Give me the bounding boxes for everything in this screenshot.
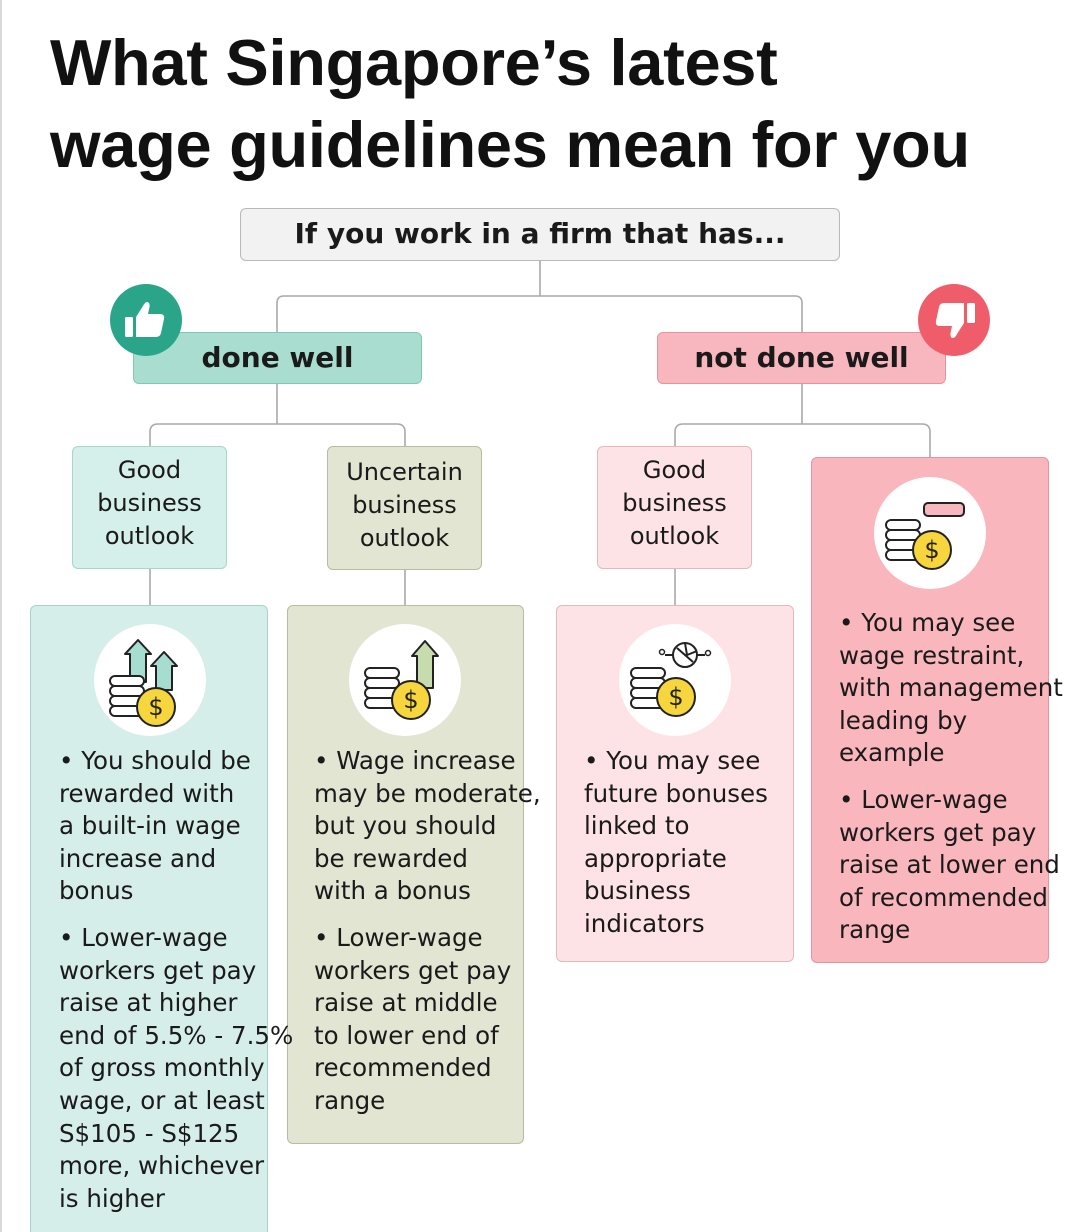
branch-done-well: done well [133,332,422,384]
text-line: range [314,1085,386,1115]
text-line: workers get pay [839,817,1037,847]
text-line: linked to [584,811,690,841]
coins-single-arrow-icon [349,624,461,736]
text-line: business [584,876,691,906]
bullet-point [584,745,768,941]
bullet-point [59,745,293,908]
outcome-text-1 [45,745,301,1215]
text-line: • You should be [59,746,251,775]
text-line: of gross monthly [59,1053,265,1083]
text-line: bonus [59,876,134,906]
sub-label-line: outlook [104,522,195,550]
text-line: increase and [59,843,217,873]
bullet-point [314,922,541,1118]
sub-label-line: business [352,491,457,519]
bullet-point [314,745,541,908]
sub-label-line: business [622,489,727,517]
text-line: S$105 - S$125 [59,1118,240,1148]
title-line-1: What Singapore’s latest [50,26,778,99]
svg-text:$: $ [924,536,940,564]
sub-box-good-outlook-not-done-well [597,446,752,569]
text-line: raise at higher [59,988,238,1018]
outcome-text-4 [825,607,1071,947]
title-line-2: wage guidelines mean for you [50,108,970,181]
svg-text:$: $ [148,693,164,721]
svg-text:$: $ [403,686,419,714]
sub-label-line: Good [117,456,182,484]
text-line: recommended [314,1053,492,1083]
text-line: • Lower-wage [839,784,1008,814]
bullet-point [59,922,293,1215]
text-line: of recommended [839,882,1048,912]
text-line: end of 5.5% - 7.5% [59,1020,294,1050]
text-line: with management [839,673,1063,703]
text-line: example [839,738,945,768]
branch-not-done-well: not done well [657,332,946,384]
text-line: • You may see [584,746,761,775]
text-line: workers get pay [59,955,257,985]
text-line: leading by [839,705,968,735]
bullet-point [839,784,1063,947]
text-line: raise at middle [314,988,498,1018]
sub-label-line: Good [642,456,707,484]
text-line: range [839,915,911,945]
coins-restraint-icon [874,477,986,589]
text-line: workers get pay [314,955,512,985]
text-line: be rewarded [314,843,468,873]
thumbs-down-icon [918,284,990,356]
text-line: • Wage increase [314,746,516,775]
thumbs-up-icon [110,284,182,356]
coins-target-icon [619,624,731,736]
text-line: raise at lower end [839,850,1060,880]
sub-box-good-outlook-done-well [72,446,227,569]
sub-label-line: Uncertain [346,458,463,486]
text-line: appropriate [584,843,727,873]
root-question-box: If you work in a firm that has... [240,208,840,261]
sub-label-line: business [97,489,202,517]
text-line: • You may see [839,608,1016,637]
outcome-text-2 [300,745,549,1118]
text-line: rewarded with [59,778,235,808]
sub-label-line: outlook [629,522,720,550]
text-line: with a bonus [314,876,471,906]
sub-label-line: outlook [359,524,450,552]
text-line: • Lower-wage [314,922,483,952]
text-line: wage restraint, [839,640,1025,670]
svg-text:$: $ [668,683,684,711]
sub-box-uncertain-outlook [327,446,482,570]
text-line: to lower end of [314,1020,499,1050]
coins-rising-arrows-icon [94,624,206,736]
text-line: more, whichever [59,1151,265,1181]
text-line: indicators [584,908,705,938]
text-line: is higher [59,1183,165,1213]
text-line: wage, or at least [59,1085,265,1115]
bullet-point [839,607,1063,770]
text-line: • Lower-wage [59,922,228,952]
text-line: future bonuses [584,778,768,808]
text-line: may be moderate, [314,778,541,808]
outcome-text-3 [570,745,776,941]
text-line: but you should [314,811,497,841]
text-line: a built-in wage [59,811,241,841]
